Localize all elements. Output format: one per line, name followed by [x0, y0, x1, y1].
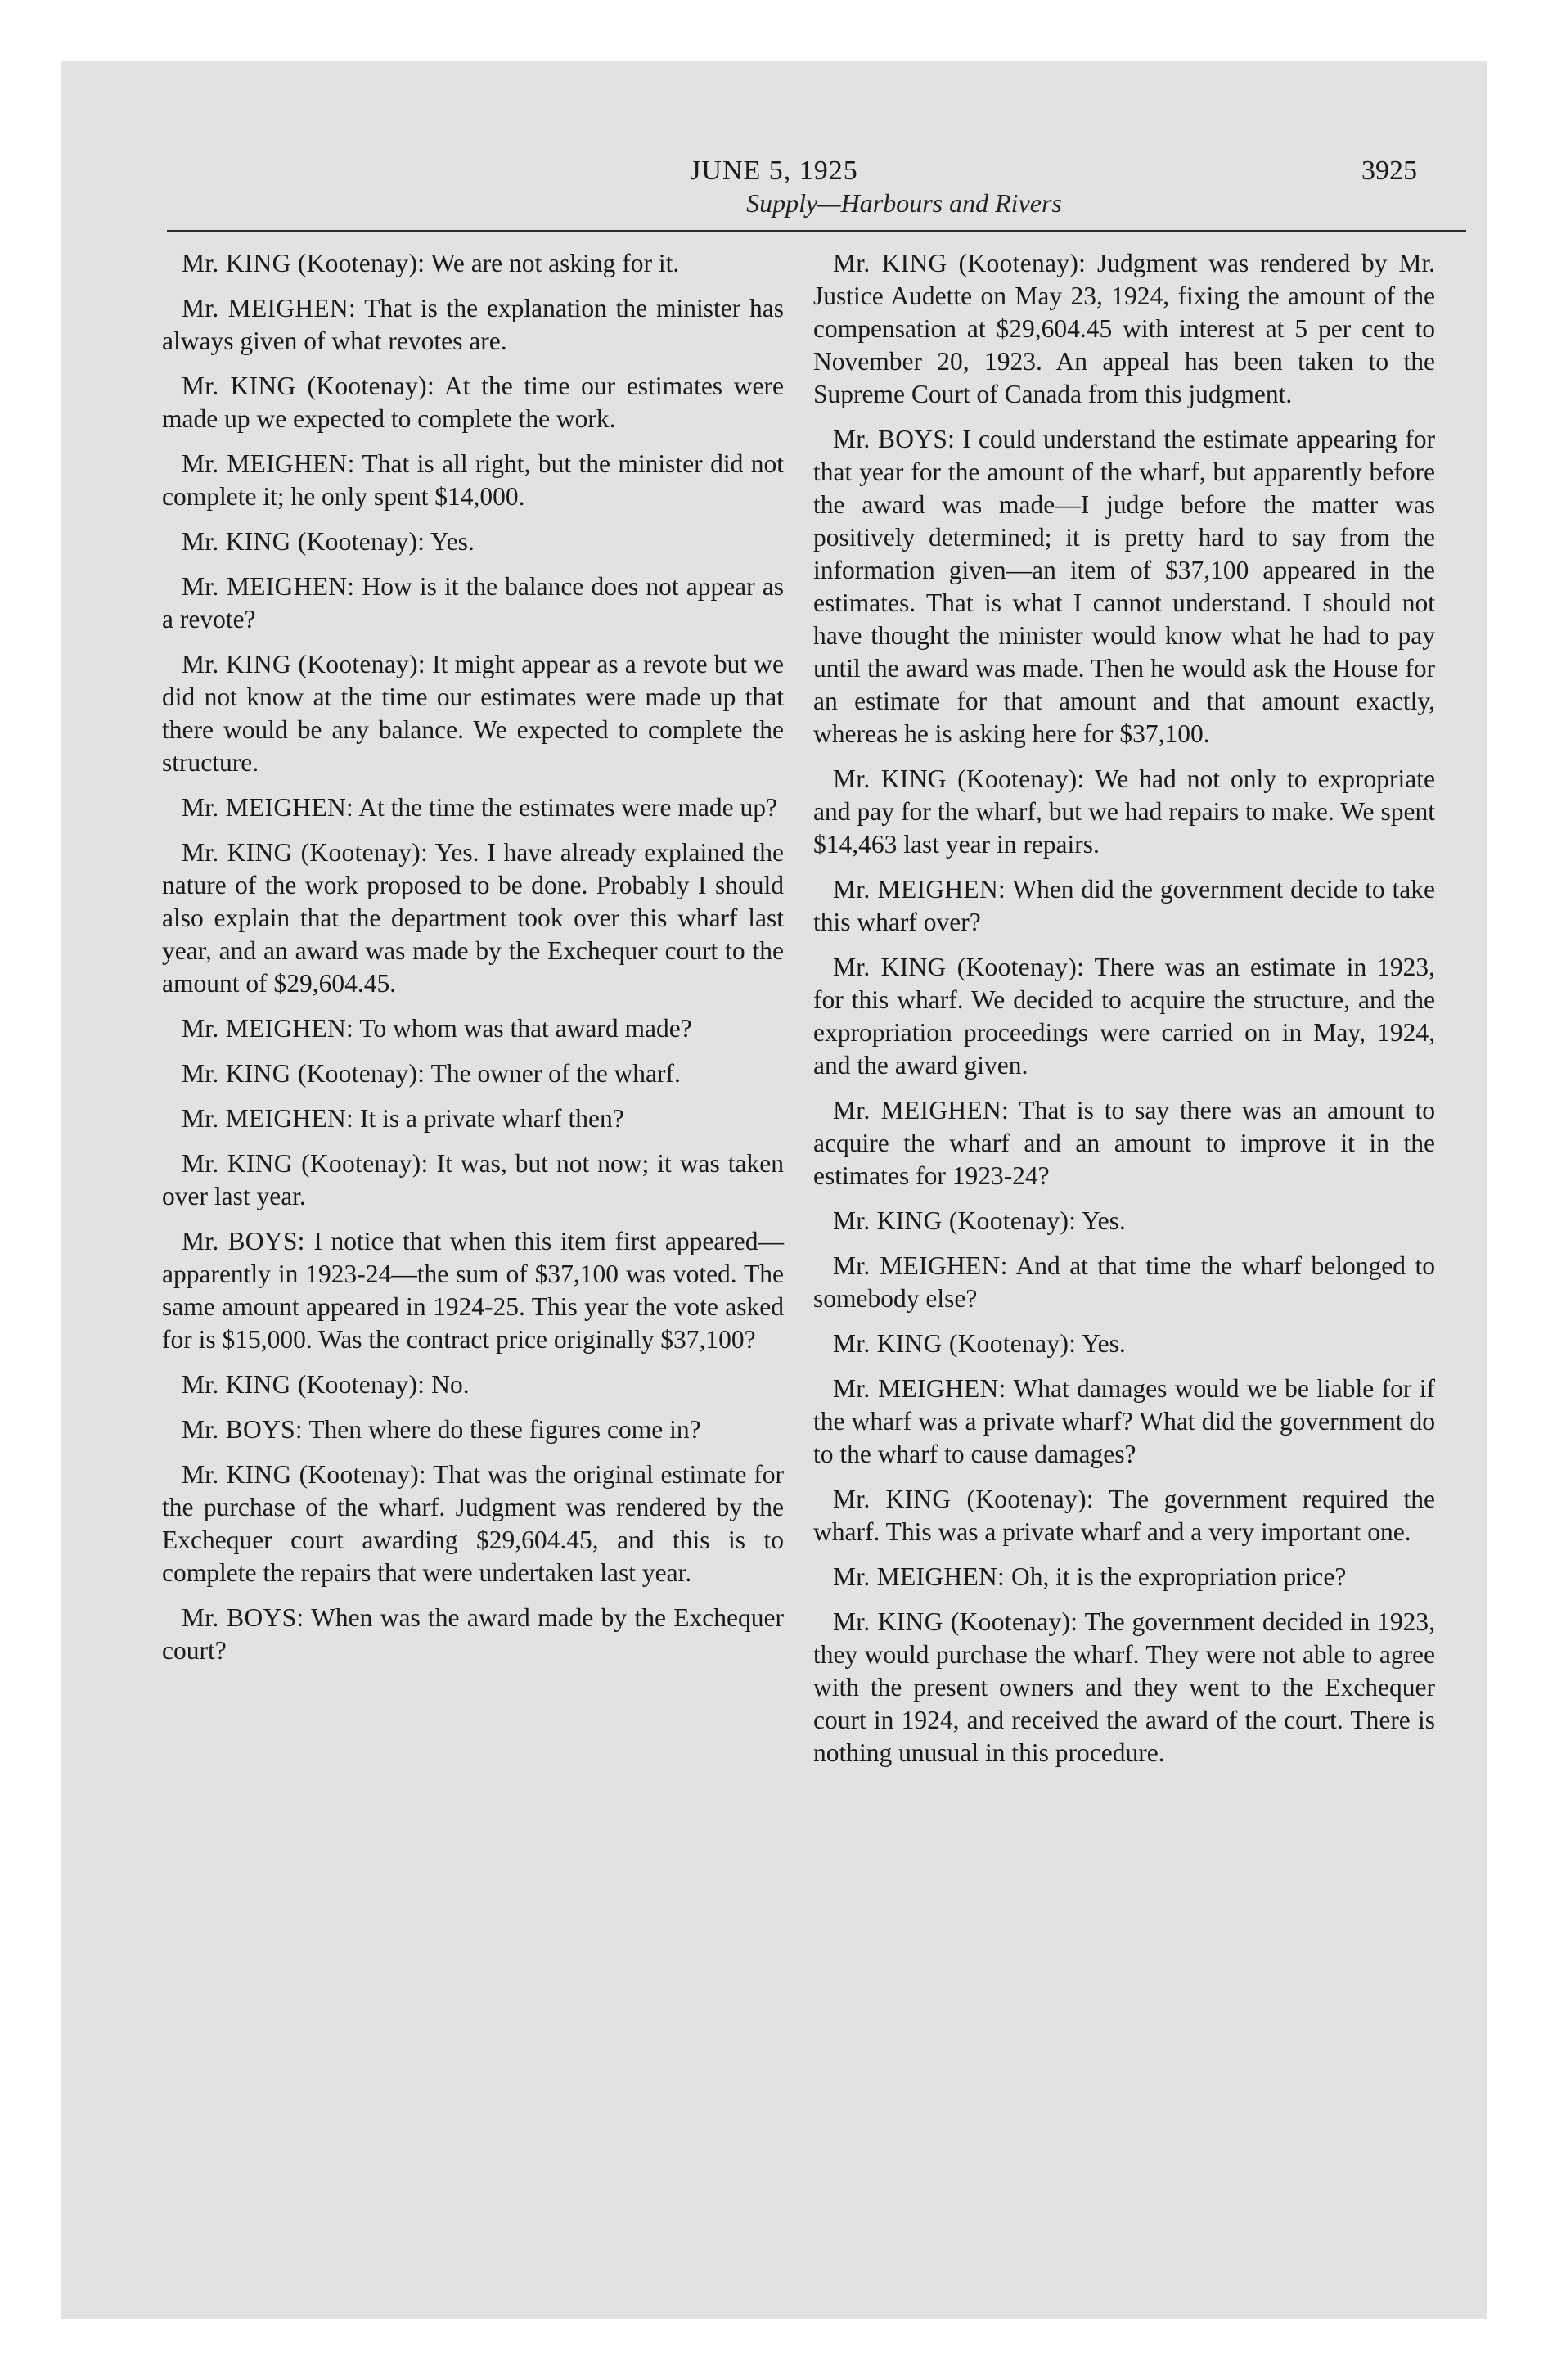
speech-paragraph [162, 1012, 784, 1045]
speaker-name: Mr. KING (Kootenay): [833, 1485, 1094, 1513]
speech-paragraph [162, 1225, 784, 1356]
speaker-name: Mr. MEIGHEN: [182, 793, 354, 822]
speech-text: Yes. [1082, 1206, 1126, 1235]
speech-text: That is the explanation the minister has always given of what revotes are. [162, 294, 784, 355]
speech-paragraph [813, 1327, 1435, 1360]
speaker-name: Mr. KING (Kootenay): [833, 953, 1085, 981]
speech-text: How is it the balance does not appear as a revote? [162, 572, 785, 633]
speech-paragraph [162, 1057, 784, 1090]
speech-text: Yes. [1082, 1329, 1126, 1358]
speech-text: It might appear as a revote but we did not know at the time our estimates were made up that there would be any balance. We expected to complete the structure. [162, 650, 784, 777]
speech-paragraph [162, 1147, 784, 1213]
speaker-name: Mr. KING (Kootenay): [833, 249, 1087, 277]
speaker-name: Mr. MEIGHEN: [833, 1374, 1006, 1403]
header-subtitle: Supply—Harbours and Rivers [746, 188, 1062, 218]
speaker-name: Mr. BOYS: [182, 1415, 303, 1444]
speech-text: When did the government decide to take this wharf over? [813, 875, 1435, 936]
speaker-name: Mr. MEIGHEN: [182, 294, 357, 322]
speaker-name: Mr. KING (Kootenay): [182, 372, 435, 400]
speaker-name: Mr. KING (Kootenay): [833, 764, 1085, 793]
speech-paragraph [813, 1094, 1435, 1192]
speaker-name: Mr. KING (Kootenay): [833, 1206, 1077, 1235]
speaker-name: Mr. BOYS: [182, 1227, 305, 1255]
speech-text: It was, but not now; it was taken over last year. [162, 1149, 784, 1210]
page-number: 3925 [1361, 156, 1417, 186]
speech-paragraph [813, 247, 1435, 411]
speech-text: At the time our estimates were made up we expected to complete the work. [162, 372, 784, 433]
speaker-name: Mr. KING (Kootenay): [182, 527, 425, 556]
speaker-name: Mr. MEIGHEN: [182, 1014, 354, 1043]
speech-text: That was the original estimate for the purchase of the wharf. Judgment was rendered by the Exchequer court awarding $29,604.45, and this is to complete the repairs that were undertaken last year. [162, 1460, 784, 1587]
speech-paragraph [813, 951, 1435, 1082]
speaker-name: Mr. MEIGHEN: [182, 572, 355, 601]
speaker-name: Mr. KING (Kootenay): [182, 1460, 427, 1489]
speaker-name: Mr. MEIGHEN: [833, 1562, 1006, 1591]
speech-paragraph [162, 648, 784, 779]
speaker-name: Mr. BOYS: [182, 1603, 304, 1632]
speech-text: That is to say there was an amount to acquire the wharf and an amount to improve it in the estimates for 1923-24? [813, 1096, 1435, 1190]
speaker-name: Mr. KING (Kootenay): [182, 650, 425, 678]
speech-text: We are not asking for it. [430, 249, 680, 277]
speech-paragraph [162, 1368, 784, 1401]
speech-text: The government decided in 1923, they would purchase the wharf. They were not able to agree with the present owners and they went to the Exchequer court in 1924, and received the award of the court. There is nothing unusual in this procedure. [813, 1607, 1435, 1767]
speech-text: To whom was that award made? [359, 1014, 692, 1043]
left-column [162, 247, 784, 1679]
document-page [61, 61, 1487, 2319]
speech-paragraph [813, 1373, 1435, 1471]
speaker-name: Mr. MEIGHEN: [833, 1251, 1008, 1280]
speech-text: When was the award made by the Exchequer court? [162, 1603, 784, 1665]
speaker-name: Mr. BOYS: [833, 425, 956, 453]
right-column [813, 247, 1435, 1782]
speaker-name: Mr. KING (Kootenay): [182, 249, 425, 277]
speech-text: The government required the wharf. This was a private wharf and a very important one. [813, 1485, 1435, 1546]
header-rule [167, 230, 1466, 232]
speech-paragraph [162, 1413, 784, 1446]
speech-text: Yes. [430, 527, 475, 556]
speech-paragraph [162, 448, 784, 513]
header-date: JUNE 5, 1925 [690, 156, 858, 186]
speech-text: And at that time the wharf belonged to somebody else? [813, 1251, 1435, 1313]
speech-text: Then where do these figures come in? [308, 1415, 701, 1444]
speaker-name: Mr. KING (Kootenay): [182, 1370, 425, 1399]
speech-text: It is a private wharf then? [359, 1104, 624, 1133]
speech-text: Oh, it is the expropriation price? [1010, 1562, 1347, 1591]
speech-paragraph [162, 1458, 784, 1589]
speaker-name: Mr. MEIGHEN: [182, 1104, 354, 1133]
speaker-name: Mr. KING (Kootenay): [182, 838, 429, 867]
speech-paragraph [813, 873, 1435, 939]
speaker-name: Mr. MEIGHEN: [833, 875, 1006, 904]
speech-paragraph [162, 525, 784, 558]
speech-paragraph [813, 763, 1435, 861]
speech-paragraph [162, 570, 784, 636]
speech-text: At the time the estimates were made up? [358, 793, 777, 822]
speech-text: We had not only to expropriate and pay for the wharf, but we had repairs to make. We spent $14,463 last year in repairs. [813, 764, 1435, 859]
speech-paragraph [162, 1102, 784, 1135]
speaker-name: Mr. MEIGHEN: [182, 449, 355, 478]
speech-text: I could understand the estimate appearing for that year for the amount of the wharf, but apparently before the award was made—I judge before the matter was positively determined; it is pretty hard to say from the information given—an item of $37,100 appeared in the estimates. That is what I cannot understand. I should not have thought the minister would know what he had to pay until the award was made. Then he would ask the House for an estimate for that amount and that amount exactly, whereas he is asking here for $37,100. [813, 425, 1435, 748]
speech-paragraph [813, 423, 1435, 751]
speech-paragraph [813, 1250, 1435, 1315]
speech-paragraph [813, 1205, 1435, 1237]
speech-paragraph [813, 1561, 1435, 1593]
speech-text: No. [431, 1370, 470, 1399]
speech-text: I notice that when this item first appeared—apparently in 1923-24—the sum of $37,100 was voted. The same amount appeared in 1924-25. This year the vote asked for is $15,000. Was the contract price originally $37,100? [162, 1227, 784, 1354]
speaker-name: Mr. MEIGHEN: [833, 1096, 1010, 1125]
speaker-name: Mr. KING (Kootenay): [833, 1607, 1078, 1636]
speech-text: That is all right, but the minister did not complete it; he only spent $14,000. [162, 449, 785, 511]
speaker-name: Mr. KING (Kootenay): [833, 1329, 1077, 1358]
speech-paragraph [162, 1602, 784, 1667]
speaker-name: Mr. KING (Kootenay): [182, 1149, 429, 1178]
speaker-name: Mr. KING (Kootenay): [182, 1059, 425, 1088]
speech-text: Judgment was rendered by Mr. Justice Audette on May 23, 1924, fixing the amount of the compensation at $29,604.45 with interest at 5 per cent to November 20, 1923. An appeal has been taken to the Supreme Court of Canada from this judgment. [813, 249, 1435, 408]
speech-text: The owner of the wharf. [430, 1059, 681, 1088]
speech-paragraph [162, 292, 784, 358]
speech-paragraph [813, 1606, 1435, 1769]
speech-paragraph [813, 1483, 1435, 1548]
speech-text: There was an estimate in 1923, for this wharf. We decided to acquire the structure, and the expropriation proceedings were carried on in May, 1924, and the award given. [813, 953, 1435, 1080]
speech-text: Yes. I have already explained the nature of the work proposed to be done. Probably I should also explain that the department took over this wharf last year, and an award was made by the Exchequer court to the amount of $29,604.45. [162, 838, 784, 998]
speech-paragraph [162, 791, 784, 824]
speech-paragraph [162, 247, 784, 280]
speech-text: What damages would we be liable for if the wharf was a private wharf? What did the government do to the wharf to cause damages? [813, 1374, 1435, 1468]
speech-paragraph [162, 836, 784, 1000]
speech-paragraph [162, 370, 784, 435]
